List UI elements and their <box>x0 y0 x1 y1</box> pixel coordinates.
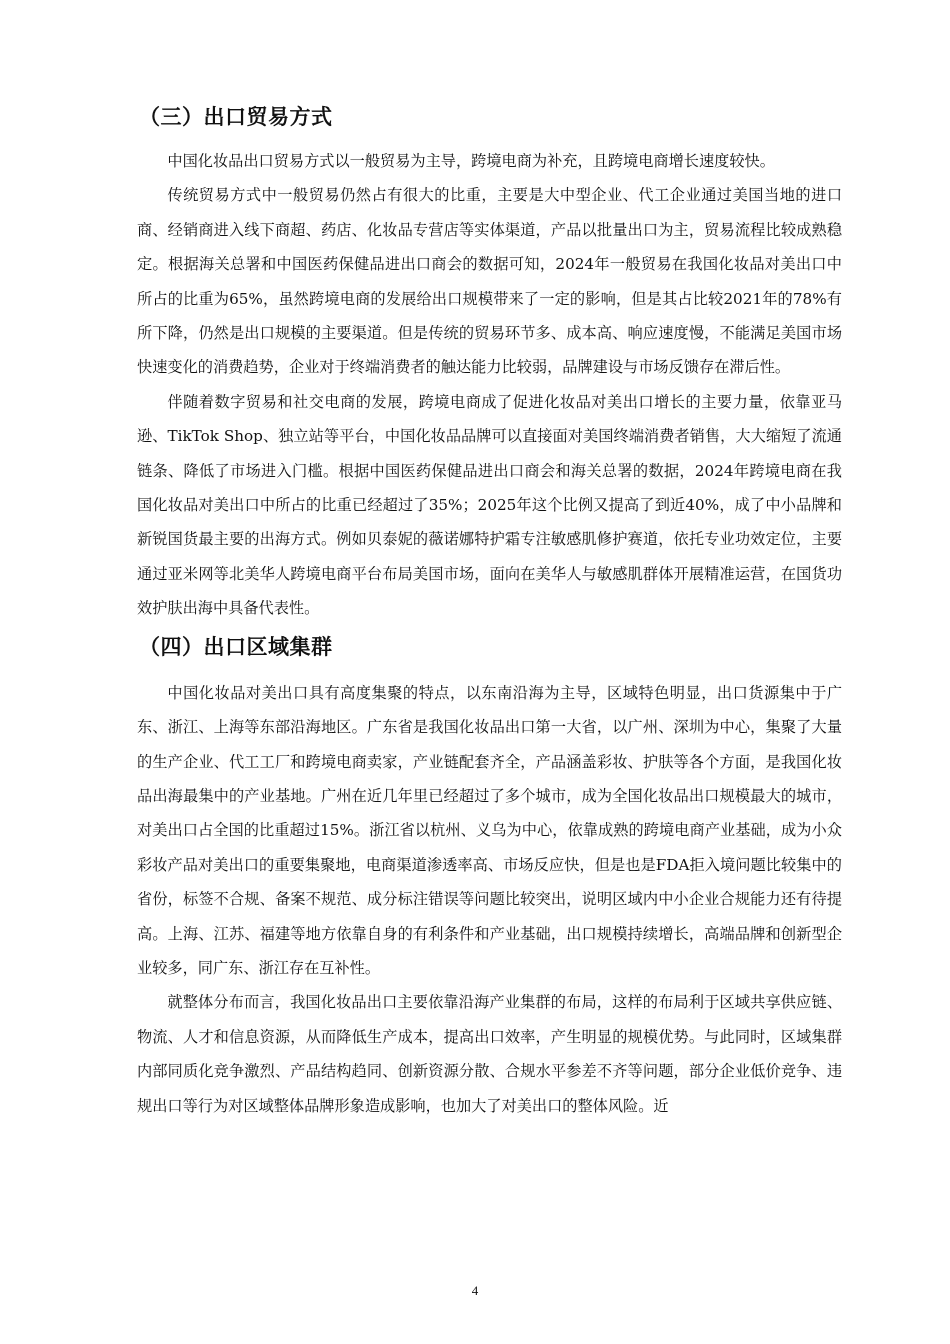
page-body <box>137 100 842 1123</box>
section-heading-export-regional-cluster: （四）出口区域集群 <box>139 634 333 659</box>
paragraph: 传统贸易方式中一般贸易仍然占有很大的比重，主要是大中型企业、代工企业通过美国当地的进口商、经销商进入线下商超、药店、化妆品专营店等实体渠道，产品以批量出口为主，贸易流程比较成熟稳定。根据海关总署和中国医药保健品进出口商会的数据可知，2024年一般贸易在我国化妆品对美出口中所占的比重为65%，虽然跨境电商的发展给出口规模带来了一定的影响，但是其占比较2021年的78%有所下降，仍然是出口规模的主要渠道。但是传统的贸易环节多、成本高、响应速度慢，不能满足美国市场快速变化的消费趋势，企业对于终端消费者的触达能力比较弱，品牌建设与市场反馈存在滞后性。 <box>137 186 842 377</box>
page-number: 4 <box>471 1283 479 1298</box>
paragraph: 中国化妆品出口贸易方式以一般贸易为主导，跨境电商为补充，且跨境电商增长速度较快。 <box>167 152 775 170</box>
paragraph: 中国化妆品对美出口具有高度集聚的特点，以东南沿海为主导，区域特色明显，出口货源集中于广东、浙江、上海等东部沿海地区。广东省是我国化妆品出口第一大省，以广州、深圳为中心，集聚了大量的生产企业、代工工厂和跨境电商卖家，产业链配套齐全，产品涵盖彩妆、护肤等各个方面，是我国化妆品出海最集中的产业基地。广州在近几年里已经超过了多个城市，成为全国化妆品出口规模最大的城市，对美出口占全国的比重超过15%。浙江省以杭州、义乌为中心，依靠成熟的跨境电商产业基础，成为小众彩妆产品对美出口的重要集聚地，电商渠道渗透率高、市场反应快，但是也是FDA拒入境问题比较集中的省份，标签不合规、备案不规范、成分标注错误等问题比较突出，说明区域内中小企业合规能力还有待提高。上海、江苏、福建等地方依靠自身的有利条件和产业基础，出口规模持续增长，高端品牌和创新型企业较多，同广东、浙江存在互补性。 <box>137 683 842 977</box>
section-heading-export-trade-mode: （三）出口贸易方式 <box>139 105 333 129</box>
paragraph: 就整体分布而言，我国化妆品出口主要依靠沿海产业集群的布局，这样的布局利于区域共享供应链、物流、人才和信息资源，从而降低生产成本，提高出口效率，产生明显的规模优势。与此同时，区域集群内部同质化竞争激烈、产品结构趋同、创新资源分散、合规水平参差不齐等问题，部分企业低价竞争、违规出口等行为对区域整体品牌形象造成影响，也加大了对美出口的整体风险。近 <box>137 993 842 1115</box>
paragraph: 伴随着数字贸易和社交电商的发展，跨境电商成了促进化妆品对美出口增长的主要力量，依靠亚马逊、TikTok Shop、独立站等平台，中国化妆品品牌可以直接面对美国终端消费者销售，大大缩短了流通链条、降低了市场进入门槛。根据中国医药保健品进出口商会和海关总署的数据，2024年跨境电商在我国化妆品对美出口中所占的比重已经超过了35%；2025年这个比例又提高了到近40%，成了中小品牌和新锐国货最主要的出海方式。例如贝泰妮的薇诺娜特护霜专注敏感肌修护赛道，依托专业功效定位，主要通过亚米网等北美华人跨境电商平台布局美国市场，面向在美华人与敏感肌群体开展精准运营，在国货功效护肤出海中具备代表性。 <box>137 392 842 618</box>
